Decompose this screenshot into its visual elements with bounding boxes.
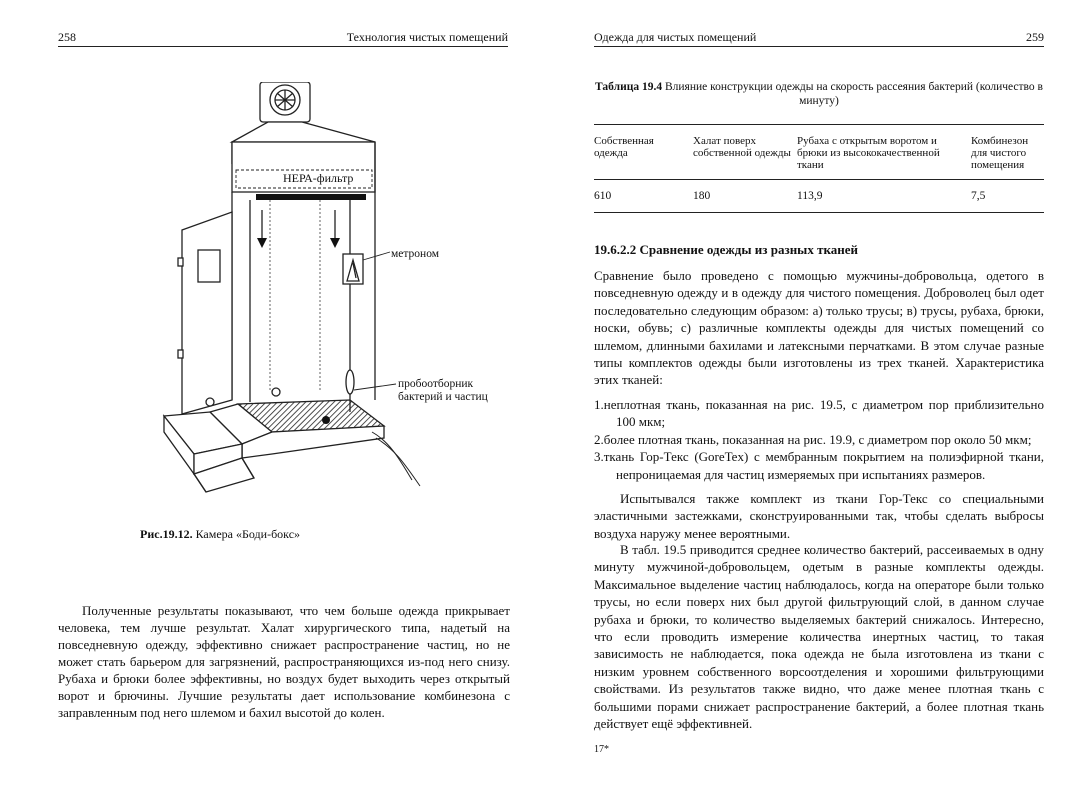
table-caption-text: Влияние конструкции одежды на скорость рассеяния бактерий (количество в минуту): [664, 81, 1043, 107]
left-running-title: Технология чистых помещений: [346, 30, 508, 44]
table-header-cell: Комбинезон для чистого помещения: [971, 125, 1044, 180]
clothing-table: [594, 124, 1044, 213]
right-page-number: 259: [1026, 30, 1044, 44]
table-cell: 610: [594, 180, 693, 213]
figure-caption-text: Камера «Боди-бокс»: [195, 527, 301, 541]
sampler-label: [398, 378, 528, 404]
list-item: 3.ткань Гор-Текс (GoreTex) с мембранным покрытием на полиэфирной ткани, непроницаемая для частиц измеряемых при испытаниях размеров.: [594, 449, 1044, 482]
right-running-title: Одежда для чистых помещений: [594, 30, 757, 44]
figure-caption: [140, 527, 430, 542]
left-page-number: 258: [58, 30, 76, 44]
table-caption: [594, 80, 1044, 108]
right-page: [540, 0, 1079, 792]
fabric-list: [594, 396, 1044, 483]
table-cell: 7,5: [971, 180, 1044, 213]
body-paragraph-2: Испытывался также комплект из ткани Гор-Текс со специальными эластичными застежками, сконструированными так, чтобы сделать выбросы воздуха наружу менее вероятными.: [594, 491, 1044, 541]
intro-paragraph: Сравнение было проведено с помощью мужчины-добровольца, одетого в повседневную одежду и в одежду для чистого помещения. Доброволец был одет последовательно следующим образом: а) только трусы; в) трусы, рубаха, брюки, носки, обувь; с) различные комплекты одежды для чистых помещений со шлемом, длинными бахилами и латексными перчатками. В этом случае разные типы комплектов одежды были изготовлены из трех тканей. Характеристика этих тканей:: [594, 268, 1044, 388]
table-header-cell: Халат поверх собственной одежды: [693, 125, 797, 180]
right-running-head: [594, 30, 1044, 47]
table-header-cell: Собственная одежда: [594, 125, 693, 180]
left-running-head: [58, 30, 508, 47]
signature-mark: 17*: [594, 744, 609, 755]
body-box-figure: [150, 82, 520, 502]
table-header-cell: Рубаха с открытым воротом и брюки из высококачественной ткани: [797, 125, 971, 180]
table-caption-number: Таблица 19.4: [595, 81, 663, 93]
left-body-paragraph: Полученные результаты показывают, что чем больше одежда прикрывает человека, тем лучше результат. Халат хирургического типа, надетый на повседневную одежду, эффективно снижает распространение частиц, но не может стать барьером для загрязнений, распространяющихся из-под него снизу. Рубаха и брюки более эффективны, но воздух будет выходить через открытый ворот и брючины. Лучшие результаты дает использование комбинезона с заправленным под него шлемом и бахил высотой до колен.: [58, 603, 510, 720]
section-heading: 19.6.2.2 Сравнение одежды из разных тканей: [594, 242, 859, 257]
table-header-row: [594, 125, 1044, 180]
sampler-label-line1: пробоотборник: [398, 378, 474, 390]
body-box-drawing: [150, 82, 520, 502]
list-item: 1.неплотная ткань, показанная на рис. 19.5, с диаметром пор приблизительно 100 мкм;: [594, 397, 1044, 430]
figure-caption-number: Рис.19.12.: [140, 527, 193, 541]
sampler-label-line2: бактерий и частиц: [398, 391, 488, 403]
body-paragraph-3: В табл. 19.5 приводится среднее количество бактерий, рассеиваемых в одну минуту мужчиной-добровольцем, одетым в разные комплекты одежды. Максимальное выделение частиц наблюдалось, когда на операторе были только трусы, но если поверх них был другой фильтрующий слой, в данном случае рубаха и брюки, то количество выделяемых бактерий снижалось. Интересно, что если проводить измерение количества инертных частиц, то такая зависимость не наблюдается, пока одежда не была изготовлена из ткани с низким уровнем собственного ворсоотделения и хорошими фильтрующими свойствами. Из результатов также видно, что даже менее плотная ткань с большими порами снижает распространение бактерий, а более плотная ткань действует ещё эффективней.: [594, 542, 1044, 732]
metronome-label: метроном: [391, 248, 440, 260]
table-cell: 113,9: [797, 180, 971, 213]
hepa-filter-label: НЕРА-фильтр: [283, 171, 354, 185]
table-cell: 180: [693, 180, 797, 213]
list-item: 2.более плотная ткань, показанная на рис. 19.9, с диаметром пор около 50 мкм;: [594, 431, 1032, 447]
table-row: [594, 180, 1044, 213]
